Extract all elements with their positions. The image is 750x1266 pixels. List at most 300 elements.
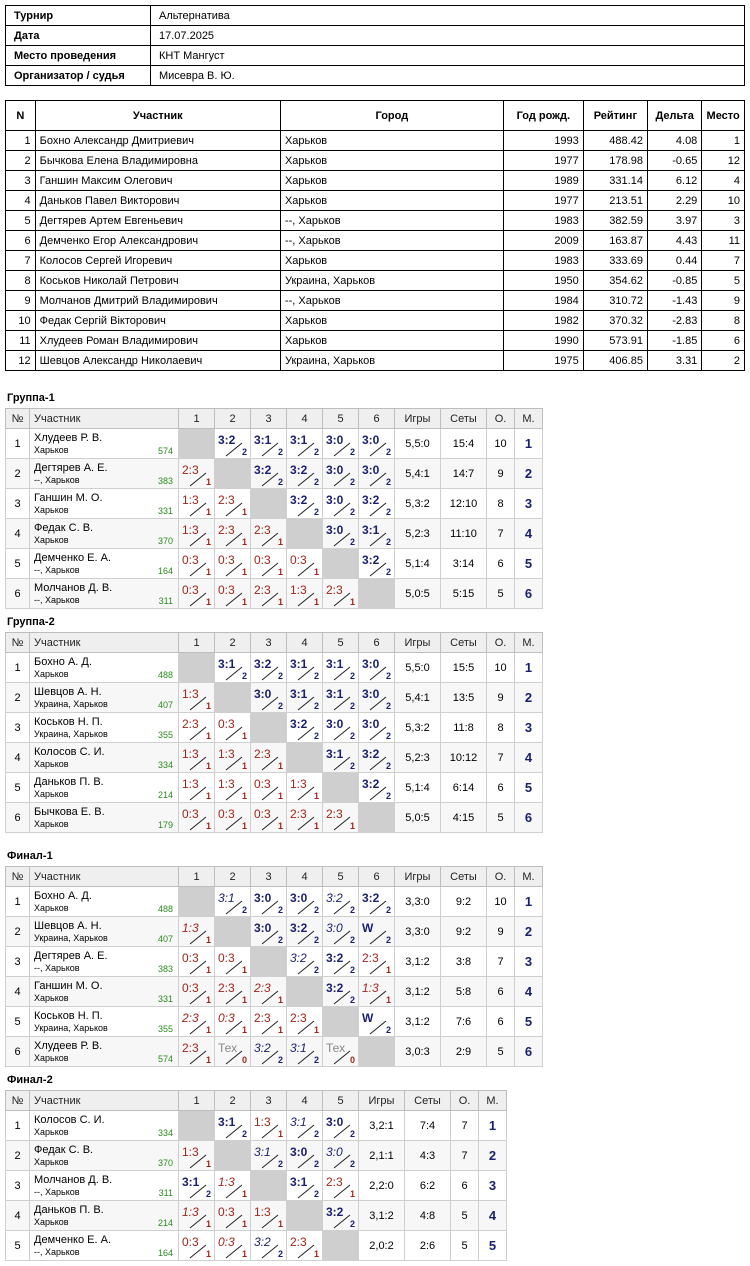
match-result: [215, 1231, 251, 1261]
result-box: [179, 1231, 214, 1260]
self-cell: [179, 429, 215, 459]
player-city: --, Харьков: [34, 475, 80, 485]
row-number: 5: [6, 1007, 30, 1037]
match-score: 3:2: [218, 433, 236, 447]
player-rating: 179: [157, 820, 173, 830]
games-cell: 5,2:3: [395, 743, 441, 773]
match-points: 1: [277, 567, 283, 577]
sets-cell: 11:8: [441, 713, 487, 743]
player-city: Украина, Харьков: [34, 933, 108, 943]
column-header: Год рожд.: [503, 101, 583, 131]
match-score: 0:3: [218, 807, 235, 821]
participant-cell: Колосов Сергей Игоревич: [35, 251, 280, 271]
match-score: 0:3: [218, 553, 235, 567]
player-name: Даньков П. В.: [34, 1204, 104, 1216]
participant-cell: 12: [702, 151, 745, 171]
player-cell: [30, 653, 179, 683]
result-box: [215, 887, 250, 916]
match-score: 3:2: [254, 657, 272, 671]
match-points: 1: [277, 791, 283, 801]
match-points: 2: [313, 1189, 319, 1199]
place-cell: 1: [515, 653, 543, 683]
match-points: 1: [205, 477, 211, 487]
match-points: 1: [277, 1219, 283, 1229]
player-rating: 370: [157, 536, 173, 546]
sets-cell: 6:2: [405, 1171, 451, 1201]
match-score: 0:3: [218, 583, 235, 597]
player-rating: 383: [157, 964, 173, 974]
match-result: [251, 1111, 287, 1141]
match-points: 2: [349, 447, 355, 457]
group-row: [6, 429, 543, 459]
games-cell: 5,4:1: [395, 459, 441, 489]
player-name: Дегтярев А. Е.: [34, 462, 108, 474]
result-box: [179, 683, 214, 712]
match-result: [251, 1231, 287, 1261]
result-box: [359, 773, 394, 802]
result-box: [251, 429, 286, 458]
match-points: 1: [205, 995, 211, 1005]
result-box: [287, 489, 322, 518]
match-points: 2: [385, 671, 391, 681]
player-cell: [30, 1171, 179, 1201]
match-points: 1: [205, 1159, 211, 1169]
player-city: Харьков: [34, 445, 69, 455]
participant-cell: 12: [6, 351, 36, 371]
match-points: 1: [241, 995, 247, 1005]
group-column-header: 2: [215, 409, 251, 429]
self-cell: [287, 1201, 323, 1231]
player-name: Молчанов Д. В.: [34, 1174, 113, 1186]
points-cell: 10: [487, 887, 515, 917]
match-score: 1:3: [182, 687, 199, 701]
match-score: 3:0: [290, 891, 308, 905]
match-result: [215, 429, 251, 459]
result-box: [287, 429, 322, 458]
player-cell: [30, 743, 179, 773]
player-cell: [30, 1201, 179, 1231]
match-result: [215, 1111, 251, 1141]
points-cell: 7: [487, 519, 515, 549]
games-cell: 5,5:0: [395, 653, 441, 683]
place-cell: 6: [515, 1037, 543, 1067]
match-result: [251, 887, 287, 917]
group-row: [6, 773, 543, 803]
match-result: [251, 459, 287, 489]
match-result: [215, 653, 251, 683]
place-cell: 6: [515, 803, 543, 833]
games-cell: 2,2:0: [359, 1171, 405, 1201]
sets-cell: 13:5: [441, 683, 487, 713]
match-score: 3:1: [290, 657, 308, 671]
column-header: Рейтинг: [583, 101, 647, 131]
match-result: [323, 977, 359, 1007]
match-score: 1:3: [290, 777, 307, 791]
match-points: 2: [313, 1159, 319, 1169]
participant-cell: Харьков: [280, 331, 503, 351]
player-rating: 311: [158, 1188, 173, 1198]
participant-cell: Харьков: [280, 171, 503, 191]
match-score: 3:1: [290, 687, 308, 701]
place-cell: 5: [479, 1231, 507, 1261]
participant-cell: Хлудеев Роман Владимирович: [35, 331, 280, 351]
match-score: 2:3: [326, 807, 343, 821]
group-column-header: 4: [287, 409, 323, 429]
match-result: [215, 743, 251, 773]
row-number: 1: [6, 653, 30, 683]
result-box: [179, 1037, 214, 1066]
match-result: [359, 549, 395, 579]
match-result: [251, 429, 287, 459]
match-score: 3:0: [362, 717, 380, 731]
group-column-header: №: [6, 409, 30, 429]
match-points: 1: [241, 791, 247, 801]
participant-row: [6, 191, 745, 211]
place-cell: 1: [515, 887, 543, 917]
match-result: [359, 917, 395, 947]
group-table: [5, 632, 543, 833]
match-result: [251, 1201, 287, 1231]
group-column-header: 5: [323, 1091, 359, 1111]
info-key: Турнир: [6, 6, 151, 26]
group-row: [6, 1201, 507, 1231]
match-result: [287, 683, 323, 713]
points-cell: 10: [487, 653, 515, 683]
match-score: 0:3: [254, 553, 271, 567]
match-result: [287, 1007, 323, 1037]
participant-cell: Ганшин Максим Олегович: [35, 171, 280, 191]
match-score: 1:3: [182, 747, 199, 761]
result-box: [251, 1231, 286, 1260]
match-score: 1:3: [362, 981, 379, 995]
participant-row: [6, 351, 745, 371]
match-result: [251, 743, 287, 773]
info-row: [6, 26, 745, 46]
match-result: [215, 1201, 251, 1231]
participant-cell: 573.91: [583, 331, 647, 351]
place-cell: 4: [515, 743, 543, 773]
result-box: [215, 579, 250, 608]
player-name: Колосов С. И.: [34, 746, 105, 758]
place-cell: 2: [515, 917, 543, 947]
match-points: 2: [385, 567, 391, 577]
match-result: [251, 1141, 287, 1171]
sets-cell: 3:8: [441, 947, 487, 977]
result-box: [287, 803, 322, 832]
result-box: [215, 1111, 250, 1140]
result-box: [287, 1141, 322, 1170]
row-number: 4: [6, 743, 30, 773]
match-result: [179, 459, 215, 489]
place-cell: 2: [479, 1141, 507, 1171]
match-score: 3:2: [290, 463, 308, 477]
place-cell: 5: [515, 549, 543, 579]
group-title: Группа-2: [7, 616, 55, 628]
group-column-header: 6: [359, 409, 395, 429]
points-cell: 8: [487, 489, 515, 519]
participant-cell: 1984: [503, 291, 583, 311]
player-name: Коськов Н. П.: [34, 1010, 103, 1022]
group-column-header: №: [6, 867, 30, 887]
match-points: 1: [241, 1189, 247, 1199]
match-result: [359, 653, 395, 683]
result-box: [215, 1171, 250, 1200]
participant-cell: Бохно Александр Дмитриевич: [35, 131, 280, 151]
games-cell: 5,2:3: [395, 519, 441, 549]
match-result: [215, 519, 251, 549]
match-result: [251, 917, 287, 947]
result-box: [179, 743, 214, 772]
match-score: 1:3: [254, 1205, 271, 1219]
participant-cell: -0.85: [647, 271, 701, 291]
result-box: [323, 653, 358, 682]
group-column-header: 4: [287, 867, 323, 887]
row-number: 3: [6, 489, 30, 519]
points-cell: 6: [451, 1171, 479, 1201]
group-title: Финал-2: [7, 1074, 53, 1086]
participant-cell: 7: [6, 251, 36, 271]
match-result: [323, 803, 359, 833]
result-box: [179, 459, 214, 488]
participant-cell: Харьков: [280, 311, 503, 331]
group-column-header: 3: [251, 1091, 287, 1111]
group-row: [6, 947, 543, 977]
match-result: [287, 429, 323, 459]
row-number: 6: [6, 1037, 30, 1067]
match-result: [251, 519, 287, 549]
row-number: 4: [6, 519, 30, 549]
result-box: [251, 683, 286, 712]
participant-cell: Федак Сергій Вікторович: [35, 311, 280, 331]
match-result: [179, 1141, 215, 1171]
match-score: 3:0: [254, 921, 272, 935]
group-column-header: 3: [251, 633, 287, 653]
player-rating: 370: [157, 1158, 173, 1168]
player-city: --, Харьков: [34, 595, 80, 605]
result-box: [323, 519, 358, 548]
match-result: [215, 887, 251, 917]
result-box: [215, 713, 250, 742]
group-row: [6, 1037, 543, 1067]
player-rating: 334: [157, 760, 173, 770]
match-score: 0:3: [182, 951, 199, 965]
player-name: Ганшин М. О.: [34, 980, 103, 992]
participant-cell: 1993: [503, 131, 583, 151]
match-points: 1: [241, 537, 247, 547]
match-points: 2: [349, 507, 355, 517]
result-box: [251, 1141, 286, 1170]
self-cell: [215, 917, 251, 947]
sets-cell: 4:3: [405, 1141, 451, 1171]
match-points: 2: [313, 447, 319, 457]
self-cell: [359, 803, 395, 833]
match-points: 1: [277, 1129, 283, 1139]
participant-cell: Украина, Харьков: [280, 271, 503, 291]
player-cell: [30, 1111, 179, 1141]
match-result: [215, 947, 251, 977]
group-column-header: Игры: [395, 633, 441, 653]
sets-cell: 10:12: [441, 743, 487, 773]
match-result: [215, 579, 251, 609]
match-points: 2: [385, 905, 391, 915]
player-rating: 164: [157, 1248, 173, 1258]
row-number: 1: [6, 1111, 30, 1141]
match-score: 0:3: [218, 1235, 235, 1249]
games-cell: 3,1:2: [395, 947, 441, 977]
match-points: 2: [241, 1129, 247, 1139]
match-result: [323, 519, 359, 549]
result-box: [287, 459, 322, 488]
match-result: [287, 489, 323, 519]
result-box: [179, 803, 214, 832]
place-cell: 3: [479, 1171, 507, 1201]
player-rating: 355: [157, 1024, 173, 1034]
match-points: 2: [313, 965, 319, 975]
match-score: 3:0: [326, 433, 344, 447]
participant-cell: 310.72: [583, 291, 647, 311]
match-score: 3:1: [218, 1115, 236, 1129]
group-column-header: Сеты: [441, 633, 487, 653]
result-box: [251, 917, 286, 946]
match-score: 2:3: [254, 523, 271, 537]
place-cell: 6: [515, 579, 543, 609]
match-score: 1:3: [218, 747, 235, 761]
place-cell: 3: [515, 489, 543, 519]
match-points: 1: [241, 761, 247, 771]
player-rating: 407: [157, 700, 173, 710]
group-column-header: 4: [287, 1091, 323, 1111]
match-points: 2: [349, 995, 355, 1005]
points-cell: 6: [487, 977, 515, 1007]
player-name: Хлудеев Р. В.: [34, 432, 103, 444]
group-row: [6, 803, 543, 833]
group-column-header: 1: [179, 633, 215, 653]
match-score: 2:3: [326, 583, 343, 597]
match-points: 2: [349, 905, 355, 915]
match-points: 2: [349, 1159, 355, 1169]
match-result: [179, 1007, 215, 1037]
points-cell: 8: [487, 713, 515, 743]
match-score: 3:2: [362, 493, 380, 507]
match-points: 2: [313, 905, 319, 915]
result-box: [287, 1171, 322, 1200]
match-score: 3:2: [254, 1041, 271, 1055]
participant-cell: 4: [702, 171, 745, 191]
place-cell: 1: [479, 1111, 507, 1141]
result-box: [287, 887, 322, 916]
player-name: Федак С. В.: [34, 1144, 94, 1156]
player-rating: 355: [157, 730, 173, 740]
match-points: 2: [277, 701, 283, 711]
match-result: [215, 713, 251, 743]
sets-cell: 12:10: [441, 489, 487, 519]
participant-row: [6, 291, 745, 311]
group-row: [6, 489, 543, 519]
match-result: [215, 803, 251, 833]
participant-row: [6, 251, 745, 271]
match-points: 0: [241, 1055, 247, 1065]
match-points: 2: [385, 477, 391, 487]
games-cell: 5,0:5: [395, 803, 441, 833]
result-box: [323, 683, 358, 712]
result-box: [323, 1037, 358, 1066]
player-cell: [30, 977, 179, 1007]
result-box: [215, 519, 250, 548]
participant-cell: 3.97: [647, 211, 701, 231]
player-city: Харьков: [34, 759, 69, 769]
group-column-header: 4: [287, 633, 323, 653]
group-column-header: Сеты: [441, 867, 487, 887]
participant-cell: Даньков Павел Викторович: [35, 191, 280, 211]
match-score: 3:1: [290, 1175, 308, 1189]
player-city: Харьков: [34, 1157, 69, 1167]
player-name: Федак С. В.: [34, 522, 94, 534]
result-box: [287, 773, 322, 802]
result-box: [251, 579, 286, 608]
match-points: 2: [349, 1129, 355, 1139]
match-result: [359, 489, 395, 519]
group-table: [5, 408, 543, 609]
match-score: 1:3: [182, 1145, 199, 1159]
player-city: Харьков: [34, 1217, 69, 1227]
participant-cell: 2: [702, 351, 745, 371]
match-score: W: [362, 921, 374, 935]
result-box: [287, 713, 322, 742]
participant-cell: 6: [6, 231, 36, 251]
result-box: [323, 743, 358, 772]
match-result: [287, 1111, 323, 1141]
result-box: [215, 803, 250, 832]
match-score: 3:2: [290, 493, 308, 507]
self-cell: [251, 489, 287, 519]
match-score: 1:3: [182, 921, 199, 935]
player-city: --, Харьков: [34, 1187, 80, 1197]
player-cell: [30, 803, 179, 833]
self-cell: [251, 1171, 287, 1201]
match-score: 3:1: [182, 1175, 200, 1189]
result-box: [179, 1141, 214, 1170]
participant-cell: Бычкова Елена Владимировна: [35, 151, 280, 171]
participant-cell: 5: [702, 271, 745, 291]
player-cell: [30, 683, 179, 713]
player-city: Харьков: [34, 903, 69, 913]
player-rating: 311: [158, 596, 173, 606]
result-box: [359, 429, 394, 458]
match-points: 1: [277, 995, 283, 1005]
match-points: 2: [349, 761, 355, 771]
participant-cell: 488.42: [583, 131, 647, 151]
participant-cell: 4.08: [647, 131, 701, 151]
match-points: 1: [205, 507, 211, 517]
match-score: 3:1: [326, 747, 344, 761]
match-score: 2:3: [326, 1175, 343, 1189]
group-row: [6, 977, 543, 1007]
result-box: [287, 653, 322, 682]
group-row: [6, 917, 543, 947]
games-cell: 2,1:1: [359, 1141, 405, 1171]
result-box: [287, 579, 322, 608]
match-score: 2:3: [218, 523, 235, 537]
match-result: [215, 1171, 251, 1201]
match-result: [251, 549, 287, 579]
match-score: 0:3: [218, 951, 235, 965]
result-box: [215, 1201, 250, 1230]
match-points: 2: [349, 935, 355, 945]
match-result: [359, 743, 395, 773]
match-score: 3:2: [362, 553, 380, 567]
group-table: [5, 1090, 507, 1261]
row-number: 6: [6, 579, 30, 609]
